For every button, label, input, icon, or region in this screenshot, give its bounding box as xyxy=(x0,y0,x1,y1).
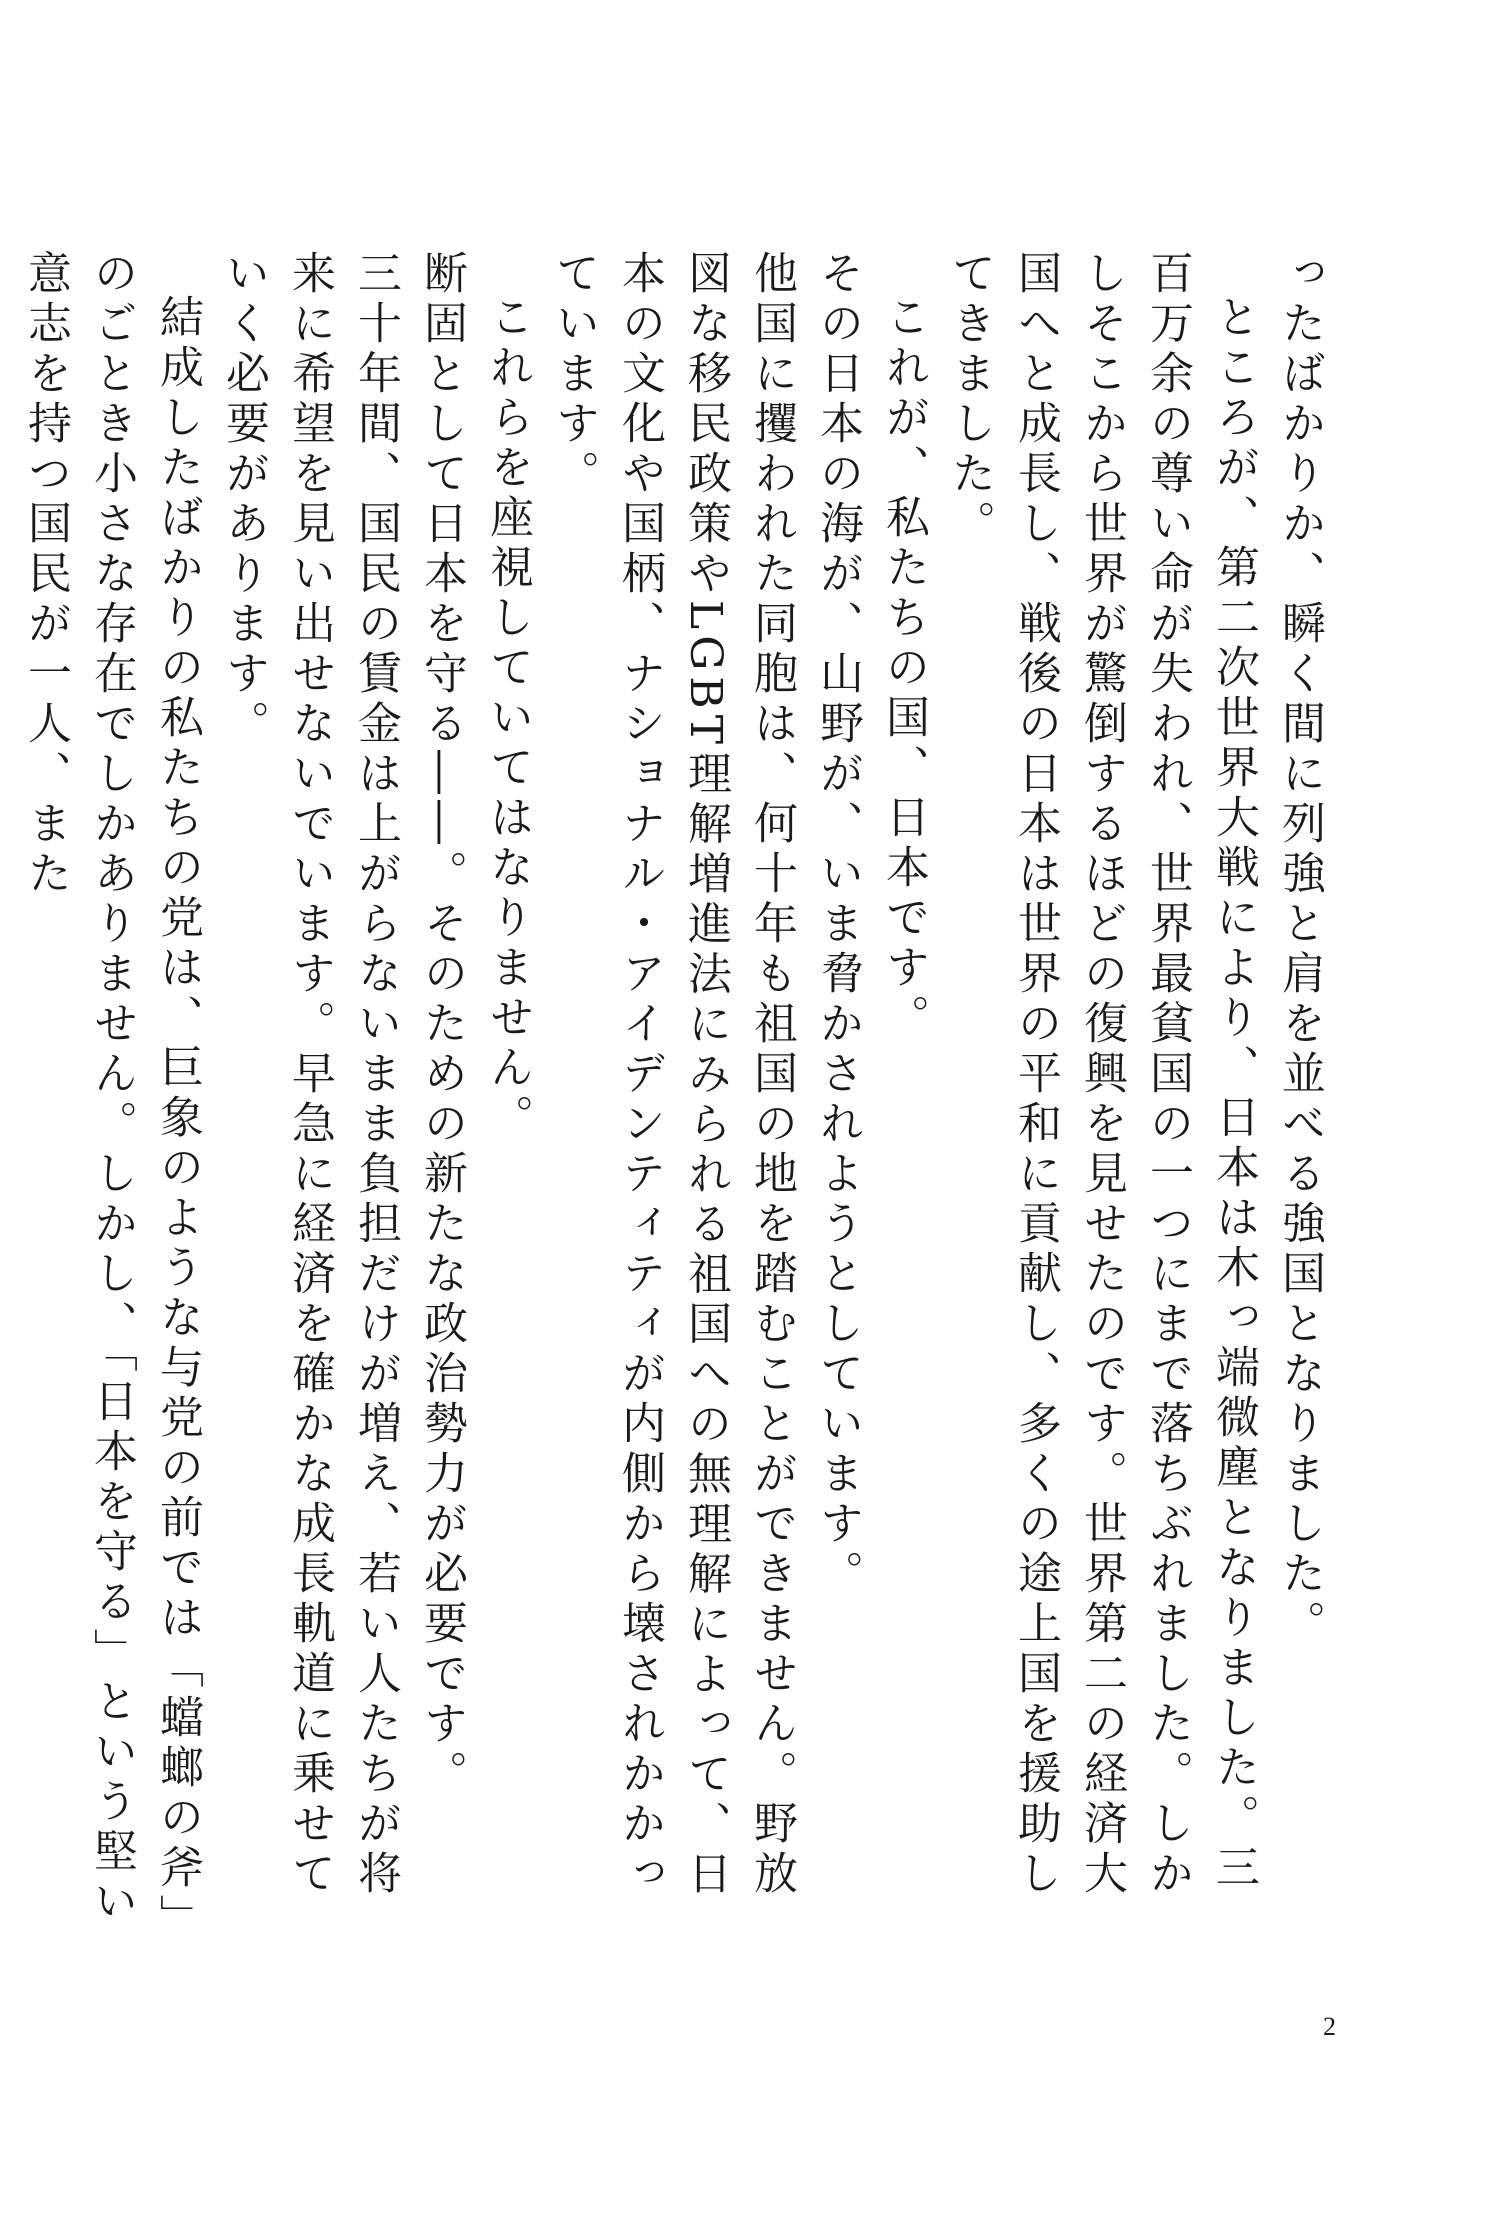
paragraph: 三十年間、国民の賃金は上がらないまま負担だけが増え、若い人たちが将来に希望を見い出せないでいます。早急に経済を確かな成長軌道に乗せていく必要があります。 xyxy=(218,250,401,1900)
paragraph: 断固として日本を守る――。そのための新たな政治勢力が必要です。 xyxy=(416,250,467,1800)
paragraph: 結成したばかりの私たちの党は、巨象のような与党の前では「蟷螂の斧」のごとき小さな存在でしかありません。しかし、「日本を守る」という堅い意志を持つ国民が一人、また xyxy=(20,250,203,1928)
paragraph: その日本の海が、山野が、いま脅かされようとしています。 xyxy=(812,250,863,1600)
paragraph: 他国に攫われた同胞は、何十年も祖国の地を踏むことができません。野放図な移民政策やLGBT理解増進法にみられる祖国への無理解によって、日本の文化や国柄、ナショナル・アイデンティティが内側から壊されかかっています。 xyxy=(548,250,797,1901)
paragraph: ところが、第二次世界大戦により、日本は木っ端微塵となりました。三百万余の尊い命が失われ、世界最貧国の一つにまで落ちぶれました。しかしそこから世界が驚倒するほどの復興を見せたのです。世界第二の経済大国へと成長し、戦後の日本は世界の平和に貢献し、多くの途上国を援助してきました。 xyxy=(944,250,1259,1900)
paragraph: ったばかりか、瞬く間に列強と肩を並べる強国となりました。 xyxy=(1274,250,1325,1650)
paragraph: これが、私たちの国、日本です。 xyxy=(878,294,929,1044)
paragraph: これらを座視していてはなりません。 xyxy=(482,294,533,1144)
body-text xyxy=(20,250,1332,1940)
page-number: 2 xyxy=(1323,2012,1336,2041)
